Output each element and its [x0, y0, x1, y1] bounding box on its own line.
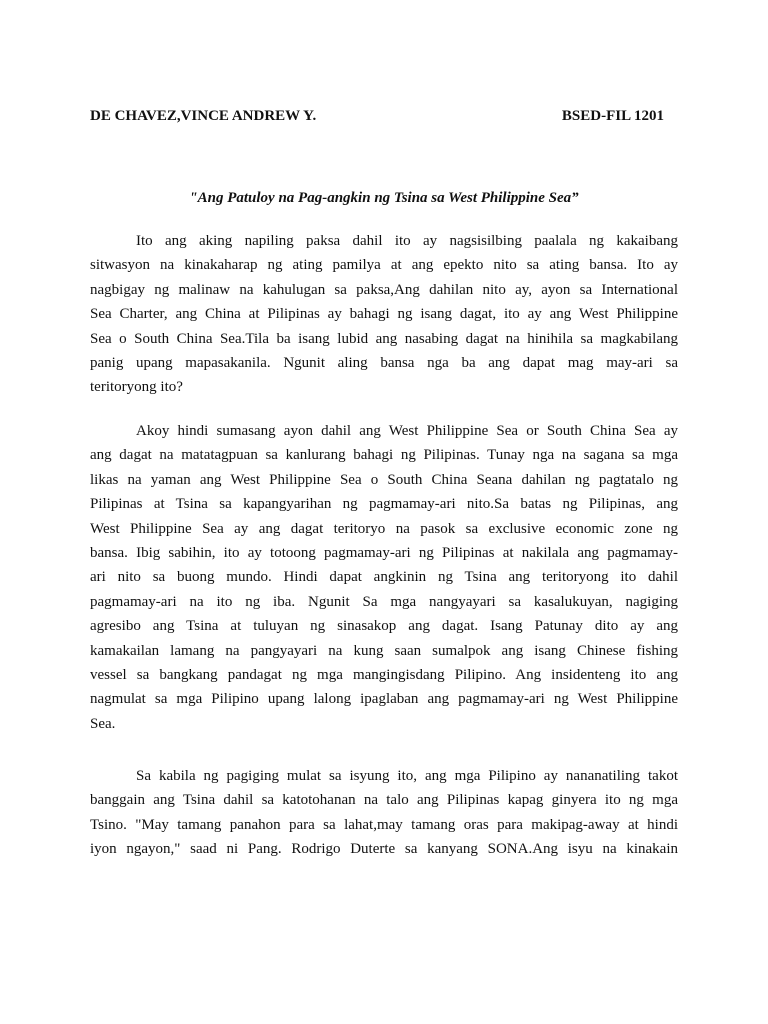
paragraph-line: iyon ngayon," saad ni Pang. Rodrigo Duterte sa kanyang SONA.Ang isyu na kinakain	[90, 841, 678, 858]
paragraph-line: agresibo ang Tsina at tuluyan ng sinasakop ang dagat. Isang Patunay dito ay ang	[90, 618, 678, 635]
paragraph-line: Sea o South China Sea.Tila ba isang lubid ang nasabing dagat na hinihila sa magkabilang	[90, 330, 678, 347]
paragraph-line: nagmulat sa mga Pilipino upang lalong ipaglaban ang pagmamay-ari ng West Philippine	[90, 691, 678, 708]
paragraph-line: kamakailan lamang na pangyayari na kung saan sumalpok ang isang Chinese fishing	[90, 642, 678, 659]
paragraph-line: ari nito sa buong mundo. Hindi dapat angkinin ng Tsina ang teritoryong ito dahil	[90, 569, 678, 586]
paragraph-3	[90, 764, 678, 862]
paragraph-line: sitwasyon na kinakaharap ng ating pamilya at ang epekto nito sa ating bansa. Ito ay	[90, 257, 678, 274]
essay-title: "Ang Patuloy na Pag-angkin ng Tsina sa West Philippine Sea”	[189, 190, 579, 206]
paragraph-line: Sea Charter, ang China at Pilipinas ay bahagi ng isang dagat, ito ay ang West Philippine	[90, 306, 678, 323]
paragraph-1	[90, 229, 678, 400]
paragraph-line: Sea.	[90, 715, 116, 732]
paragraph-2	[90, 419, 678, 736]
document-header	[90, 108, 668, 130]
paragraph-line: West Philippine Sea ay ang dagat teritoryo na pasok sa exclusive economic zone ng	[90, 520, 678, 537]
paragraph-line: nagbigay ng malinaw na kahulugan sa paksa,Ang dahilan nito ay, ayon sa International	[90, 281, 678, 298]
paragraph-line: likas na yaman ang West Philippine Sea o South China Seana dahilan ng pagtatalo ng	[90, 471, 678, 488]
paragraph-line: Akoy hindi sumasang ayon dahil ang West Philippine Sea or South China Sea ay	[136, 423, 678, 439]
paragraph-line: vessel sa bangkang pandagat ng mga mangingisdang Pilipino. Ang insidenteng ito ang	[90, 666, 678, 683]
paragraph-line: pagmamay-ari na ito ng iba. Ngunit Sa mga nangyayari sa kasalukuyan, nagiging	[90, 593, 678, 610]
paragraph-line: panig upang mapasakanila. Ngunit aling bansa nga ba ang dapat mag may-ari sa	[90, 354, 678, 371]
paragraph-line: banggain ang Tsina dahil sa katotohanan na talo ang Pilipinas kapag ginyera ito ng mga	[90, 792, 678, 809]
course-code: BSED-FIL 1201	[561, 108, 664, 124]
paragraph-line: ang dagat na matatagpuan sa kanlurang bahagi ng Pilipinas. Tunay nga na sagana sa mga	[90, 447, 678, 464]
paragraph-line: Sa kabila ng pagiging mulat sa isyung ito, ang mga Pilipino ay nananatiling takot	[136, 768, 678, 784]
paragraph-line: Ito ang aking napiling paksa dahil ito ay nagsisilbing paalala ng kakaibang	[136, 233, 678, 249]
paragraph-line: teritoryong ito?	[90, 379, 183, 396]
author-name: DE CHAVEZ,VINCE ANDREW Y.	[90, 108, 317, 124]
paragraph-line: Tsino. "May tamang panahon para sa lahat,may tamang oras para makipag-away at hindi	[90, 816, 678, 833]
paragraph-line: Pilipinas at Tsina sa kapangyarihan ng pagmamay-ari nito.Sa batas ng Pilipinas, ang	[90, 496, 678, 513]
paragraph-line: bansa. Ibig sabihin, ito ay totoong pagmamay-ari ng Pilipinas at nakilala ang pagmamay-	[90, 544, 678, 561]
